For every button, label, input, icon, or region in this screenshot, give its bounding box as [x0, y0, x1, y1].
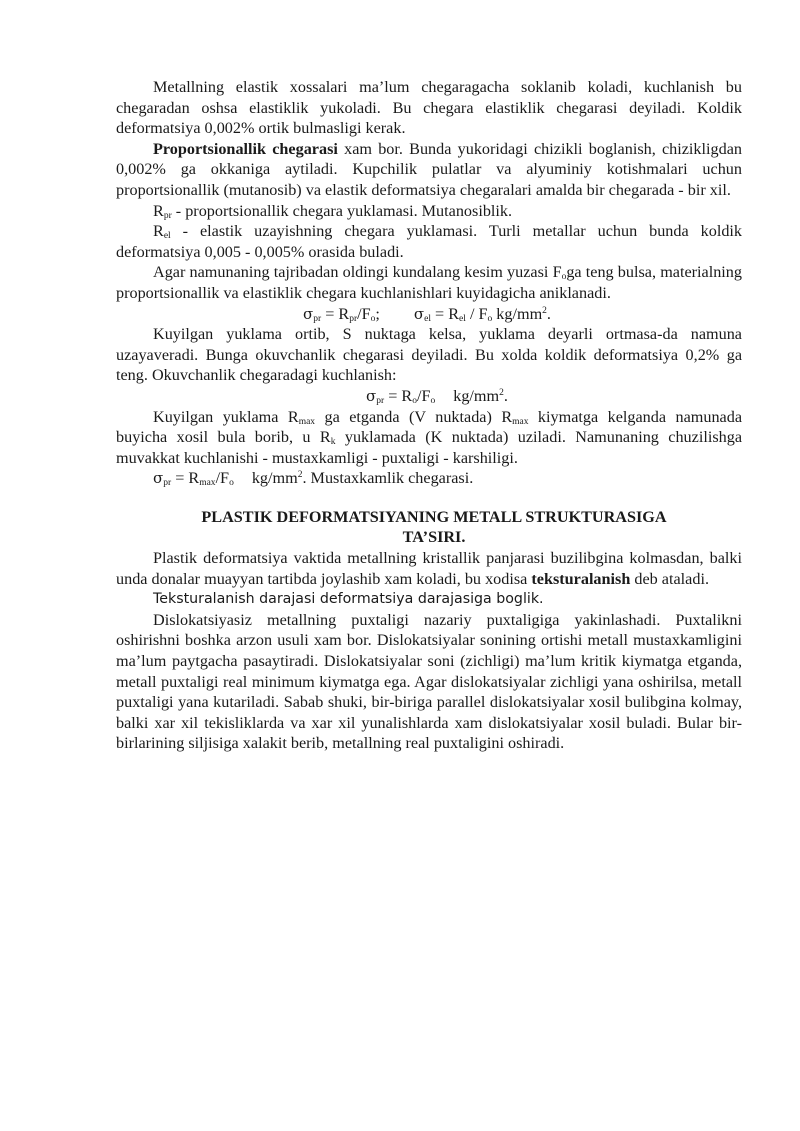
formula-tensile: [116, 468, 742, 489]
text: = R: [384, 386, 413, 405]
definition-rpr: [116, 201, 742, 222]
sub: o: [370, 313, 376, 324]
paragraph-elastic-limit: Metallning elastik xossalari ma’lum chegaragacha soklanib koladi, kuchlanish bu chegaradan oshsa elastiklik yukoladi. Bu chegara elastiklik chegarasi deyiladi. Koldik deformatsiya 0,002% ortik bulmasligi kerak.: [116, 78, 742, 138]
sub: pr: [376, 395, 385, 406]
text: /F: [215, 469, 230, 488]
text: = R: [431, 304, 460, 323]
formula-yield: [116, 386, 742, 407]
unit: kg/mm: [453, 386, 500, 405]
text: Plastik deformatsiya vaktida metallning kristallik panjarasi buzilibgina kolmasdan, balki unda donalar muayyan tartibda joylashib xam koladi, bu xodisa: [116, 549, 742, 588]
sub: max: [298, 416, 316, 427]
sigma-symbol: σ: [413, 304, 425, 323]
paragraph-proportional-limit-text: xam bor. Bunda yukoridagi chizikli boglanish, chizikligdan 0,002% ga okkaniga aytiladi. Kupchilik pulatlar va alyuminiy kotishmalari uchun proportsionallik (mutanosib) va elastik deformatsiya chegaralari amalda bir chegarada - bir xil.: [116, 139, 742, 199]
sub: pr: [163, 478, 172, 489]
sigma-symbol: σ: [366, 386, 377, 405]
subscript-o: o: [561, 272, 567, 283]
sub: max: [512, 416, 529, 427]
paragraph-tensile: [116, 407, 742, 469]
formula-proportional-elastic: [116, 304, 742, 325]
sub: pr: [349, 313, 358, 324]
text: deb ataladi.: [630, 569, 709, 588]
document-page: [116, 77, 742, 754]
paragraph-yield: Kuyilgan yuklama ortib, S nuktaga kelsa, yuklama deyarli ortmasa-da namuna uzayaveradi. Bunga okuvchanlik chegarasi deyiladi. Bu xolda koldik deformatsiya 0,2% ga teng. Okuvchanlik chegaradagi kuchlanish:: [116, 325, 742, 385]
text: ;: [375, 304, 380, 323]
cross-section-text-b: ga teng bulsa, materialning proportsionallik va elastiklik chegara kuchlanishlari kuyidagicha aniklanadi.: [116, 263, 742, 302]
sub: o: [487, 313, 493, 324]
sub: k: [330, 437, 336, 448]
paragraph-proportional-limit: [116, 139, 742, 201]
text: = R: [171, 469, 200, 488]
symbol-r: R: [153, 201, 164, 220]
text: Kuyilgan yuklama R: [153, 407, 299, 426]
text: /F: [416, 386, 431, 405]
sigma-symbol: σ: [303, 304, 314, 323]
sup: 2: [542, 305, 547, 316]
sub: pr: [313, 313, 322, 324]
paragraph-cross-section: [116, 262, 742, 303]
sigma-symbol: σ: [153, 469, 164, 488]
text: / F: [465, 304, 488, 323]
text: kiymatga kelganda namunada buyicha xosil bula borib, u R: [116, 407, 743, 447]
text: = R: [321, 304, 350, 323]
sup: 2: [499, 387, 504, 398]
sub: o: [430, 395, 436, 406]
section-heading-line2: TA’SIRI.: [402, 528, 466, 547]
symbol-r: R: [153, 222, 164, 241]
paragraph-dislocations: Dislokatsiyasiz metallning puxtaligi nazariy puxtaligiga yakinlashadi. Puxtalikni oshirishni boshka arzon usuli xam bor. Dislokatsiyalar sonining ortishi metall mustaxkamligini ma’lum paytgacha pasaytiradi. Dislokatsiyalar soni (zichligi) ma’lum kritik kiymatga etganda, metall puxtaligi real minimum kiymatga ega. Agar dislokatsiyalar zichligi yana oshirilsa, metall puxtaligi yana kutariladi. Sabab shuki, bir-biriga parallel dislokatsiyalar xosil bulibgina kolmay, balki xar xil tekisliklarda va xar xil yunalishlarda xam dislokatsiyalar xosil buladi. Bular bir-birlarining siljisiga xalakit berib, metallning real puxtaligini oshiradi.: [116, 610, 742, 753]
term-proportional-limit: Proportsionallik chegarasi: [153, 139, 338, 158]
sub: o: [412, 395, 417, 406]
text: .: [503, 386, 508, 405]
definition-rel: [116, 221, 742, 262]
text: ga etganda (V nuktada) R: [315, 407, 513, 426]
definition-rel-text: - elastik uzayishning chegara yuklamasi. Turli metallar uchun bunda koldik deformatsiya 0,005 - 0,005% orasida buladi.: [116, 222, 742, 261]
subscript-el: el: [163, 231, 171, 242]
section-heading: [116, 507, 742, 548]
subscript-pr: pr: [163, 210, 172, 221]
section-heading-line1: PLASTIK DEFORMATSIYANING METALL STRUKTURASIGA: [201, 507, 667, 526]
text: yuklamada (K nuktada) uziladi. Namunaning chuzilishga muvakkat kuchlanishi - mustaxkamligi - puxtaligi - karshiligi.: [116, 428, 743, 467]
sub: el: [424, 313, 431, 324]
term-texture: teksturalanish: [531, 569, 631, 588]
unit: kg/mm: [492, 304, 543, 323]
definition-rpr-text: - proportsionallik chegara yuklamasi. Mutanosiblik.: [171, 201, 513, 220]
cross-section-text-a: Agar namunaning tajribadan oldingi kundalang kesim yuzasi F: [153, 263, 562, 282]
text: . Mustaxkamlik chegarasi.: [302, 469, 474, 488]
text: /F: [357, 304, 371, 323]
text: .: [546, 304, 551, 323]
unit: kg/mm: [251, 469, 298, 488]
sub: max: [199, 478, 216, 489]
sub: el: [459, 313, 466, 324]
paragraph-texture: [116, 548, 742, 589]
sub: o: [229, 478, 234, 489]
paragraph-texture-degree: Teksturalanish darajasi deformatsiya darajasiga boglik.: [153, 591, 544, 608]
sup: 2: [297, 470, 303, 481]
